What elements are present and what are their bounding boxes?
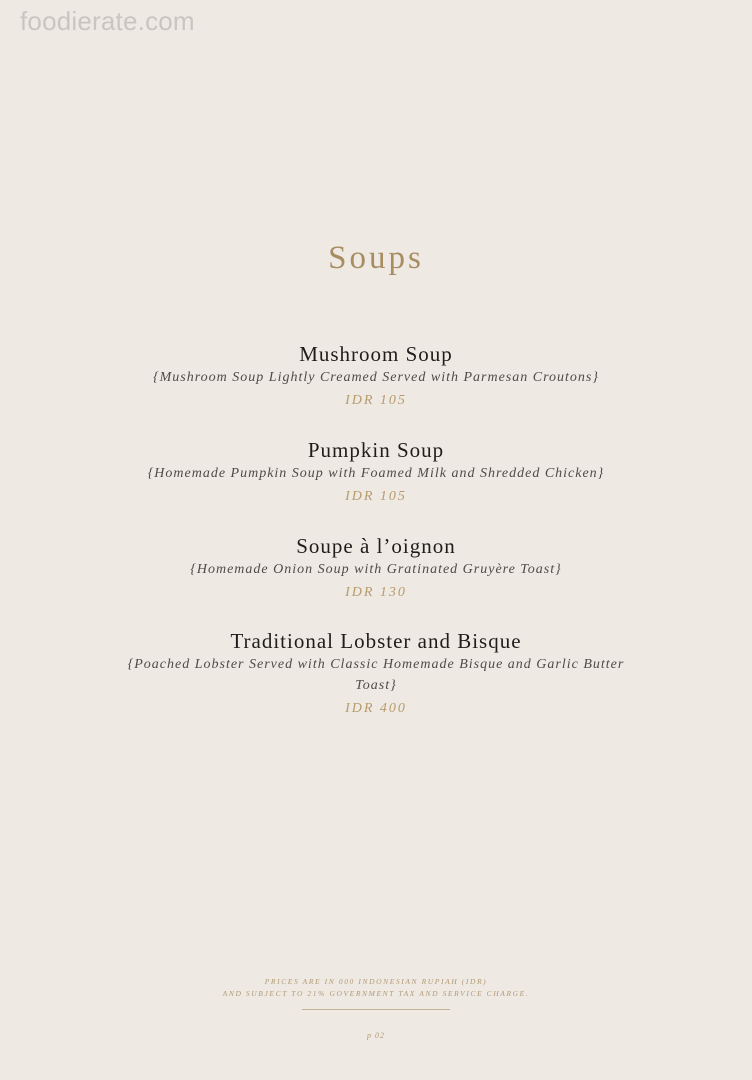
item-name: Pumpkin Soup	[307, 438, 445, 462]
item-description: {Homemade Onion Soup with Gratinated Gruyère Toast}	[190, 562, 562, 577]
item-price: IDR 105	[345, 489, 407, 504]
item-price: IDR 105	[345, 393, 407, 408]
footer-divider	[302, 1009, 450, 1010]
item-name: Soupe à l’oignon	[296, 534, 456, 558]
page-number: p 02	[367, 1031, 385, 1040]
section-title: Soups	[328, 240, 424, 276]
menu-item	[0, 341, 752, 411]
watermark: foodierate.com	[20, 6, 195, 36]
item-name: Traditional Lobster and Bisque	[230, 629, 522, 653]
footer-note	[0, 976, 752, 1000]
menu-item	[0, 437, 752, 507]
item-name: Mushroom Soup	[299, 342, 453, 366]
footer-note-line: AND SUBJECT TO 21% GOVERNMENT TAX AND SERVICE CHARGE.	[222, 989, 530, 998]
item-description: {Poached Lobster Served with Classic Homemade Bisque and Garlic Butter Toast}	[127, 657, 625, 693]
item-description: {Mushroom Soup Lightly Creamed Served with Parmesan Croutons}	[153, 370, 599, 385]
menu-item	[0, 628, 752, 719]
item-price: IDR 400	[345, 701, 407, 716]
menu-item	[0, 533, 752, 603]
footer-note-line: PRICES ARE IN 000 INDONESIAN RUPIAH (IDR)	[264, 977, 488, 986]
item-description: {Homemade Pumpkin Soup with Foamed Milk and Shredded Chicken}	[147, 466, 605, 481]
item-price: IDR 130	[345, 585, 407, 600]
